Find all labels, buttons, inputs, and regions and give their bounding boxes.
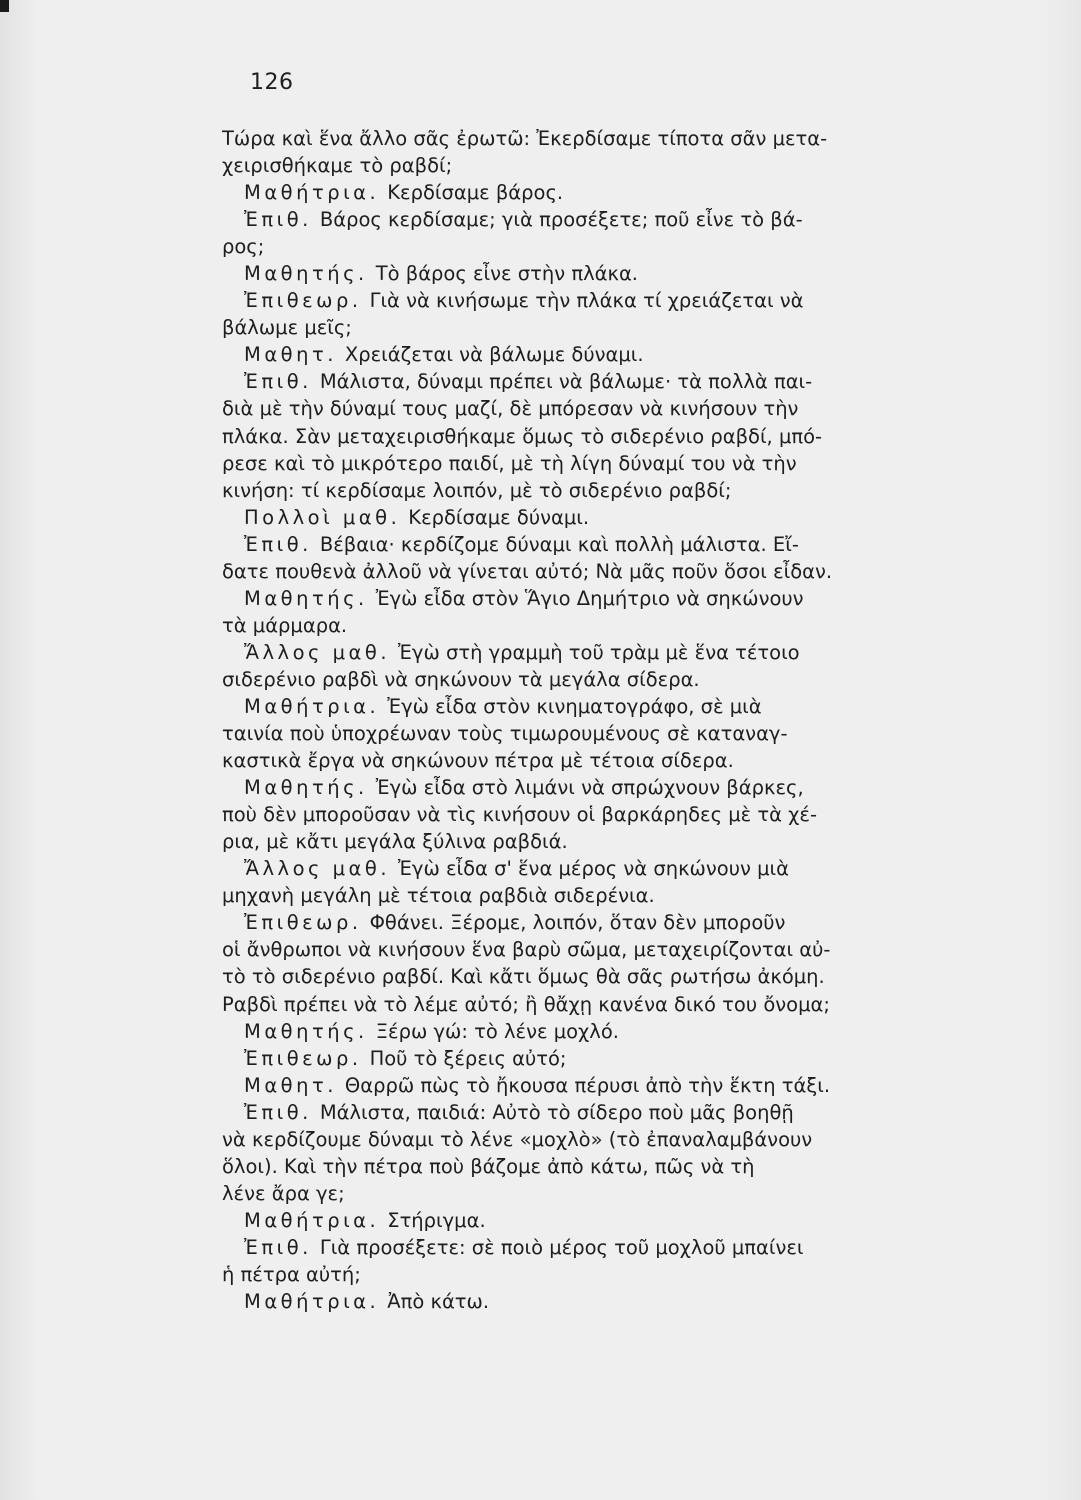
text-line bbox=[222, 1261, 962, 1288]
text-line bbox=[222, 1099, 962, 1126]
text-line bbox=[222, 801, 962, 828]
text-line bbox=[222, 855, 962, 882]
text-line bbox=[222, 504, 962, 531]
text-line bbox=[222, 558, 962, 585]
line-text: διὰ μὲ τὴν δύναμί τους μαζί, δὲ μπόρεσαν νὰ κινήσουν τὴν bbox=[222, 397, 799, 421]
text-line bbox=[222, 882, 962, 909]
text-line bbox=[222, 423, 962, 450]
text-line bbox=[222, 693, 962, 720]
speaker-label: Ἐπιθεωρ. bbox=[244, 1046, 362, 1070]
line-text: ρια, μὲ κἄτι μεγάλα ξύλινα ραβδιά. bbox=[222, 830, 568, 854]
speaker-label: Ἐπιθ. bbox=[244, 532, 312, 556]
line-text: Ἀπὸ κάτω. bbox=[387, 1290, 490, 1314]
text-line bbox=[222, 1234, 962, 1261]
text-line bbox=[222, 287, 962, 314]
text-line bbox=[222, 531, 962, 558]
line-text: Ἐγὼ εἶδα στὸν κινηματογράφο, σὲ μιὰ bbox=[387, 694, 762, 718]
page-number: 126 bbox=[250, 70, 294, 95]
line-text: χειρισθήκαμε τὸ ραβδί; bbox=[222, 154, 453, 178]
text-line bbox=[222, 314, 962, 341]
text-body bbox=[222, 125, 962, 1315]
speaker-label: Μαθήτρια. bbox=[244, 1208, 380, 1232]
line-text: Τὸ βάρος εἶνε στὴν πλάκα. bbox=[375, 262, 639, 286]
text-line bbox=[222, 450, 962, 477]
text-line bbox=[222, 747, 962, 774]
line-text: οἱ ἄνθρωποι νὰ κινήσουν ἕνα βαρὺ σῶμα, μεταχειρίζονται αὐ- bbox=[222, 938, 831, 962]
text-line bbox=[222, 1288, 962, 1315]
line-text: ποὺ δὲν μποροῦσαν νὰ τὶς κινήσουν οἱ βαρκάρηδες μὲ τὰ χέ- bbox=[222, 803, 817, 827]
text-line bbox=[222, 585, 962, 612]
line-text: δατε πουθενὰ ἀλλοῦ νὰ γίνεται αὐτό; Νὰ μᾶς ποῦν ὅσοι εἶδαν. bbox=[222, 559, 833, 583]
line-text: ὅλοι). Καὶ τὴν πέτρα ποὺ βάζομε ἀπὸ κάτω, πῶς νὰ τὴ bbox=[222, 1154, 755, 1178]
line-text: μηχανὴ μεγάλη μὲ τέτοια ραβδιὰ σιδερένια. bbox=[222, 884, 655, 908]
text-line bbox=[222, 774, 962, 801]
line-text: Κερδίσαμε βάρος. bbox=[387, 181, 564, 205]
text-line bbox=[222, 179, 962, 206]
corner-mark bbox=[0, 0, 9, 12]
speaker-label: Μαθητής. bbox=[244, 1019, 368, 1043]
text-line bbox=[222, 1126, 962, 1153]
line-text: Βέβαια· κερδίζομε δύναμι καὶ πολλὴ μάλιστα. Εἴ- bbox=[319, 532, 799, 556]
text-line bbox=[222, 1018, 962, 1045]
text-line bbox=[222, 1072, 962, 1099]
line-text: Ἐγὼ εἶδα στὸ λιμάνι νὰ σπρώχνουν βάρκες, bbox=[375, 776, 804, 800]
text-line bbox=[222, 1153, 962, 1180]
text-line bbox=[222, 395, 962, 422]
speaker-label: Μαθητής. bbox=[244, 776, 368, 800]
text-line bbox=[222, 125, 962, 152]
speaker-label: Μαθήτρια. bbox=[244, 181, 380, 205]
line-text: βάλωμε μεῖς; bbox=[222, 316, 352, 340]
line-text: Μάλιστα, δύναμι πρέπει νὰ βάλωμε· τὰ πολλὰ παι- bbox=[319, 370, 813, 394]
line-text: Φθάνει. Ξέρομε, λοιπόν, ὅταν δὲν μποροῦν bbox=[369, 911, 786, 935]
speaker-label: Μαθητής. bbox=[244, 262, 368, 286]
speaker-label: Μαθητ. bbox=[244, 1073, 337, 1097]
line-text: τὰ μάρμαρα. bbox=[222, 613, 348, 637]
text-line bbox=[222, 1207, 962, 1234]
line-text: Γιὰ νὰ κινήσωμε τὴν πλάκα τί χρειάζεται νὰ bbox=[369, 289, 804, 313]
text-line bbox=[222, 909, 962, 936]
line-text: Ἐγὼ εἶδα στὸν Ἅγιο Δημήτριο νὰ σηκώνουν bbox=[375, 586, 804, 610]
text-line bbox=[222, 477, 962, 504]
line-text: ἡ πέτρα αὐτή; bbox=[222, 1262, 361, 1286]
text-line bbox=[222, 341, 962, 368]
text-line bbox=[222, 260, 962, 287]
speaker-label: Ἐπιθεωρ. bbox=[244, 911, 362, 935]
speaker-label: Ἐπιθ. bbox=[244, 1100, 312, 1124]
line-text: τὸ τὸ σιδερένιο ραβδί. Καὶ κἄτι ὅμως θὰ σᾶς ρωτήσω ἀκόμη. bbox=[222, 965, 825, 989]
text-line bbox=[222, 991, 962, 1018]
text-line bbox=[222, 639, 962, 666]
speaker-label: Ἐπιθεωρ. bbox=[244, 289, 362, 313]
text-line bbox=[222, 1045, 962, 1072]
speaker-label: Μαθητ. bbox=[244, 343, 337, 367]
text-line bbox=[222, 936, 962, 963]
line-text: Κερδίσαμε δύναμι. bbox=[408, 505, 590, 529]
text-line bbox=[222, 1180, 962, 1207]
line-text: Μάλιστα, παιδιά: Αὐτὸ τὸ σίδερο ποὺ μᾶς βοηθῇ bbox=[319, 1100, 794, 1124]
line-text: πλάκα. Σὰν μεταχειρισθήκαμε ὅμως τὸ σιδερένιο ραβδί, μπό- bbox=[222, 424, 823, 448]
line-text: Ἐγὼ στὴ γραμμὴ τοῦ τρὰμ μὲ ἕνα τέτοιο bbox=[398, 640, 800, 664]
line-text: Ραβδὶ πρέπει νὰ τὸ λέμε αὐτό; ἢ θἄχῃ κανένα δικό του ὄνομα; bbox=[222, 992, 830, 1016]
speaker-label: Μαθήτρια. bbox=[244, 694, 380, 718]
line-text: λένε ἄρα γε; bbox=[222, 1181, 345, 1205]
text-line bbox=[222, 666, 962, 693]
speaker-label: Ἐπιθ. bbox=[244, 208, 312, 232]
line-text: Θαρρῶ πὼς τὸ ἤκουσα πέρυσι ἀπὸ τὴν ἕκτη τάξι. bbox=[344, 1073, 831, 1097]
line-text: Χρειάζεται νὰ βάλωμε δύναμι. bbox=[344, 343, 644, 367]
text-line bbox=[222, 612, 962, 639]
speaker-label: Μαθητής. bbox=[244, 586, 368, 610]
line-text: κινήση: τί κερδίσαμε λοιπόν, μὲ τὸ σιδερένιο ραβδί; bbox=[222, 478, 732, 502]
text-line bbox=[222, 963, 962, 990]
line-text: ρεσε καὶ τὸ μικρότερο παιδί, μὲ τὴ λίγη δύναμί του νὰ τὴν bbox=[222, 451, 797, 475]
speaker-label: Ἐπιθ. bbox=[244, 370, 312, 394]
text-line bbox=[222, 720, 962, 747]
line-text: Ἐγὼ εἶδα σ' ἕνα μέρος νὰ σηκώνουν μιὰ bbox=[398, 857, 789, 881]
line-text: ταινία ποὺ ὑποχρέωναν τοὺς τιμωρουμένους σὲ καταναγ- bbox=[222, 722, 788, 746]
speaker-label: Πολλοὶ μαθ. bbox=[244, 505, 401, 529]
line-text: Στήριγμα. bbox=[387, 1208, 486, 1232]
speaker-label: Μαθήτρια. bbox=[244, 1290, 380, 1314]
line-text: Ξέρω γώ: τὸ λένε μοχλό. bbox=[375, 1019, 619, 1043]
speaker-label: Ἐπιθ. bbox=[244, 1235, 312, 1259]
line-text: Ποῦ τὸ ξέρεις αὐτό; bbox=[369, 1046, 567, 1070]
line-text: Βάρος κερδίσαμε; γιὰ προσέξετε; ποῦ εἶνε τὸ βά- bbox=[319, 208, 803, 232]
line-text: καστικὰ ἔργα νὰ σηκώνουν πέτρα μὲ τέτοια σίδερα. bbox=[222, 749, 734, 773]
text-line bbox=[222, 206, 962, 233]
speaker-label: Ἄλλος μαθ. bbox=[244, 857, 391, 881]
line-text: Τώρα καὶ ἕνα ἄλλο σᾶς ἐρωτῶ: Ἐκερδίσαμε τίποτα σᾶν μετα- bbox=[222, 127, 828, 150]
line-text: ρος; bbox=[222, 235, 265, 259]
text-line bbox=[222, 233, 962, 260]
line-text: σιδερένιο ραβδὶ νὰ σηκώνουν τὰ μεγάλα σίδερα. bbox=[222, 667, 700, 691]
speaker-label: Ἄλλος μαθ. bbox=[244, 640, 391, 664]
text-line bbox=[222, 152, 962, 179]
line-text: Γιὰ προσέξετε: σὲ ποιὸ μέρος τοῦ μοχλοῦ μπαίνει bbox=[319, 1235, 804, 1259]
line-text: νὰ κερδίζουμε δύναμι τὸ λένε «μοχλὸ» (τὸ ἐπαναλαμβάνουν bbox=[222, 1127, 813, 1151]
text-line bbox=[222, 368, 962, 395]
text-line bbox=[222, 828, 962, 855]
